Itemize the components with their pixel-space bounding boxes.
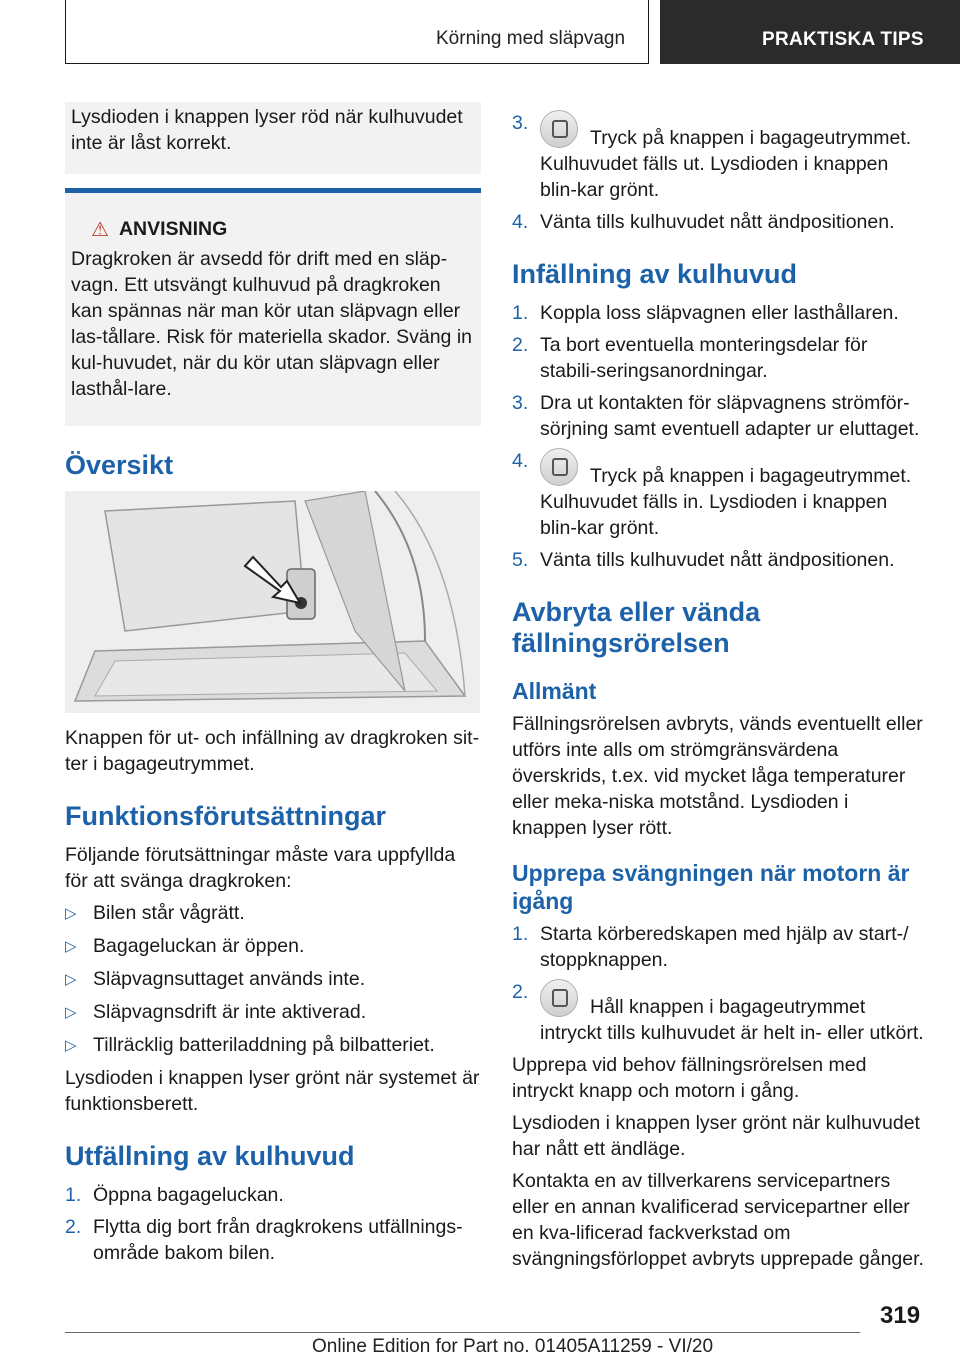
- list-item: ▷ Bilen står vågrätt.: [65, 900, 481, 927]
- func-heading: Funktionsförutsättningar: [65, 801, 386, 831]
- bullet-icon: ▷: [65, 1004, 77, 1021]
- list-item: ▷ Släpvagnsdrift är inte aktiverad.: [65, 999, 481, 1026]
- abort-heading: Avbryta eller vända fällningsrörelsen: [512, 597, 761, 658]
- trunk-illustration: [65, 491, 480, 713]
- warning-box: [65, 188, 481, 426]
- header-frame: [65, 0, 649, 64]
- repeat-p2: Lysdioden i knappen lyser grönt när kulhuvudet har nått ett ändläge.: [512, 1112, 920, 1160]
- step-item: 3. Tryck på knappen i bagageutrymmet. Kulhuvudet fälls ut. Lysdioden i knappen blin-kar grönt.: [512, 112, 912, 201]
- repeat-heading: Upprepa svängningen när motorn är igång: [512, 860, 910, 914]
- bullet-icon: ▷: [65, 905, 77, 922]
- step-item: 2. Flytta dig bort från dragkrokens utfällnings-område bakom bilen.: [65, 1216, 463, 1264]
- chapter-tab-label: PRAKTISKA TIPS: [762, 29, 924, 50]
- step-item: 2. Håll knappen i bagageutrymmet intryckt tills kulhuvudet är helt in- eller utkört.: [512, 981, 924, 1044]
- in-heading: Infällning av kulhuvud: [512, 259, 798, 289]
- tailgate-button-icon: [540, 448, 578, 486]
- step-item: 4. Tryck på knappen i bagageutrymmet. Kulhuvudet fälls in. Lysdioden i knappen blin-kar grönt.: [512, 450, 912, 539]
- step-item: 4. Vänta tills kulhuvudet nått ändpositionen.: [512, 211, 895, 233]
- func-intro: Följande förutsättningar måste vara uppfyllda för att svänga dragkroken:: [65, 844, 456, 892]
- out-heading: Utfällning av kulhuvud: [65, 1141, 355, 1171]
- note-box: [65, 102, 481, 174]
- footer-edition: Online Edition for Part no. 01405A11259 - VI/20: [312, 1336, 714, 1357]
- step-item: 1. Koppla loss släpvagnen eller lasthållaren.: [512, 302, 899, 324]
- tailgate-button-icon: [540, 979, 578, 1017]
- list-item: ▷ Bagageluckan är öppen.: [65, 933, 481, 960]
- step-item: 2. Ta bort eventuella monteringsdelar för stabili-seringsanordningar.: [512, 334, 868, 382]
- overview-caption: Knappen för ut- och infällning av dragkroken sit-ter i bagageutrymmet.: [65, 727, 480, 775]
- repeat-p3: Kontakta en av tillverkarens servicepartners eller en annan kvalificerad servicepartner eller en kva-lificerad fackverkstad om svängningsförloppet avbryts upprepade gånger.: [512, 1170, 924, 1270]
- general-heading: Allmänt: [512, 678, 597, 704]
- step-item: 1. Öppna bagageluckan.: [65, 1184, 284, 1206]
- repeat-p1: Upprepa vid behov fällningsrörelsen med intryckt knapp och motorn i gång.: [512, 1054, 867, 1102]
- chapter-tab[interactable]: [660, 0, 960, 64]
- section-title: Körning med släpvagn: [436, 28, 626, 49]
- note-text: Lysdioden i knappen lyser röd när kulhuvudet inte är låst korrekt.: [71, 106, 463, 154]
- bullet-icon: ▷: [65, 938, 77, 955]
- left-column: [65, 102, 481, 1272]
- warning-triangle-icon: ⚠: [91, 219, 109, 241]
- tailgate-button-icon: [540, 110, 578, 148]
- warning-text: Dragkroken är avsedd för drift med en släp-vagn. Ett utsvängt kulhuvud på dragkroken kan spännas när man kör utan släpvagn eller las-tållare. Risk för materiella skador. Sväng in kul-huvudet, när du kör utan släpvagn eller lasthål-lare.: [71, 248, 472, 400]
- list-item: ▷ Släpvagnsuttaget används inte.: [65, 966, 481, 993]
- step-item: 1. Starta körberedskapen med hjälp av start-/ stoppknappen.: [512, 923, 909, 971]
- right-column: [512, 110, 928, 1278]
- overview-heading: Översikt: [65, 450, 174, 480]
- warning-heading: [91, 217, 475, 242]
- bullet-icon: ▷: [65, 971, 77, 988]
- page-number: 319: [880, 1302, 921, 1329]
- step-item: 5. Vänta tills kulhuvudet nått ändpositionen.: [512, 549, 895, 571]
- warning-title: ANVISNING: [118, 218, 228, 240]
- footer-divider: [65, 1332, 860, 1333]
- bullet-icon: ▷: [65, 1037, 77, 1054]
- list-item: ▷ Tillräcklig batteriladdning på bilbatteriet.: [65, 1032, 481, 1059]
- general-text: Fällningsrörelsen avbryts, vänds eventuellt eller utförs inte alls om strömgränsvärdena överskrids, t.ex. vid mycket låga temperaturer eller meka-niska motstånd. Lysdioden i knappen lyser rött.: [512, 713, 923, 839]
- func-outro: Lysdioden i knappen lyser grönt när systemet är funktionsberett.: [65, 1067, 480, 1115]
- step-item: 3. Dra ut kontakten för släpvagnens strömför-sörjning samt eventuell adapter ur eluttaget.: [512, 392, 920, 440]
